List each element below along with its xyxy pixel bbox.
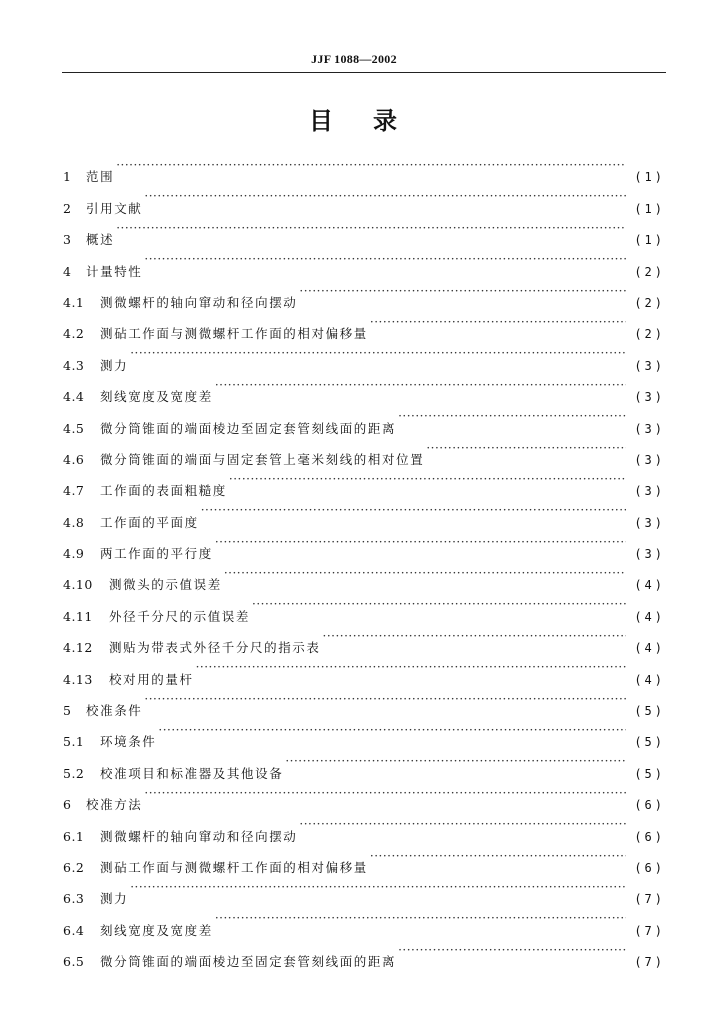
toc-entry-number: 4.1 [63,294,85,310]
toc-entry[interactable] [63,778,665,813]
toc-entry-number: 6.4 [63,922,85,938]
toc-leader-dots [252,589,626,620]
toc-entry-title: 测微螺杆的轴向窜动和径向摆动 [100,828,298,844]
toc-leader-dots [398,935,626,966]
toc-entry-number: 4.11 [63,608,93,624]
toc-entry-number: 4.8 [63,514,85,530]
toc-leader-dots [426,433,626,464]
toc-entry-page: (3) [634,484,665,499]
toc-entry[interactable] [63,338,665,373]
toc-entry-page: (3) [634,547,665,562]
toc-leader-dots [299,276,626,307]
toc-leader-dots [224,558,626,589]
toc-entry-page: (6) [634,860,665,875]
toc-entry-number: 4.6 [63,451,85,467]
toc-leader-dots [144,778,626,809]
toc-entry-page: (2) [634,264,665,279]
toc-entry-page: (2) [634,295,665,310]
toc-leader-dots [285,746,626,777]
toc-entry-title: 测砧工作面与测微螺杆工作面的相对偏移量 [100,326,368,342]
table-of-contents [63,150,665,970]
toc-entry-page: (5) [634,766,665,781]
toc-entry-number: 4.5 [63,420,85,436]
toc-entry-number: 5.2 [63,765,85,781]
toc-entry[interactable] [63,715,665,750]
toc-entry-page: (3) [634,452,665,467]
toc-entry-page: (1) [634,233,665,248]
toc-leader-dots [144,244,626,275]
header-rule [62,72,666,73]
toc-leader-dots [201,495,626,526]
toc-leader-dots [144,181,626,212]
toc-entry-title: 校准方法 [86,797,143,813]
toc-entry-page: (3) [634,390,665,405]
toc-entry-title: 测砧工作面与测微螺杆工作面的相对偏移量 [100,859,368,875]
toc-entry-title: 引用文献 [86,200,143,216]
toc-entry-number: 6.3 [63,891,85,907]
toc-entry[interactable] [63,181,665,216]
toc-entry-title: 微分筒锥面的端面棱边至固定套管刻线面的距离 [100,954,397,970]
toc-entry-page: (7) [634,923,665,938]
toc-leader-dots [144,684,626,715]
title-char-1: 目 [309,107,335,135]
toc-entry-page: (4) [634,578,665,593]
toc-entry-title: 外径千分尺的示值误差 [109,608,251,624]
toc-entry-page: (3) [634,358,665,373]
toc-leader-dots [215,370,626,401]
toc-entry-number: 4.7 [63,483,85,499]
toc-entry-number: 6.1 [63,828,85,844]
toc-entry-number: 3 [63,232,72,248]
toc-leader-dots [130,872,626,903]
toc-leader-dots [229,464,626,495]
toc-entry-number: 4.2 [63,326,85,342]
toc-leader-dots [398,401,626,432]
toc-entry[interactable] [63,276,665,310]
toc-entry-page: (2) [634,327,665,342]
toc-entry-number: 6.2 [63,859,85,875]
toc-entry-number: 4.13 [63,671,93,687]
toc-entry-page: (6) [634,798,665,813]
toc-entry-page: (4) [634,672,665,687]
toc-entry-number: 2 [63,200,72,216]
toc-entry-page: (5) [634,704,665,719]
toc-entry-title: 测贴为带表式外径千分尺的指示表 [109,640,321,656]
toc-entry-page: (7) [634,955,665,970]
toc-leader-dots [299,809,626,840]
toc-entry-title: 微分筒锥面的端面棱边至固定套管刻线面的距离 [100,420,397,436]
toc-entry-page: (1) [634,170,665,185]
toc-entry-title: 两工作面的平行度 [100,546,213,562]
toc-entry-number: 4 [63,263,72,279]
toc-entry-number: 6.5 [63,954,85,970]
toc-entry-title: 计量特性 [86,263,143,279]
toc-entry-page: (4) [634,609,665,624]
toc-entry-title: 测微头的示值误差 [109,577,222,593]
toc-entry-title: 测力 [100,357,129,373]
toc-leader-dots [323,621,626,652]
page-title [0,101,708,136]
toc-entry-number: 5 [63,703,72,719]
toc-entry[interactable] [63,684,665,719]
toc-entry-number: 4.10 [63,577,93,593]
toc-entry-number: 4.9 [63,546,85,562]
toc-leader-dots [370,841,626,872]
toc-entry-number: 6 [63,797,72,813]
toc-leader-dots [116,150,626,181]
toc-entry-title: 工作面的表面粗糙度 [100,483,227,499]
toc-leader-dots [215,527,626,558]
toc-entry[interactable] [63,903,665,938]
toc-leader-dots [215,903,626,934]
toc-entry[interactable] [63,809,665,844]
toc-entry-page: (7) [634,892,665,907]
toc-entry-page: (5) [634,735,665,750]
toc-entry-number: 4.4 [63,389,85,405]
toc-entry-title: 范围 [86,169,115,185]
toc-entry-page: (3) [634,515,665,530]
toc-leader-dots [370,307,626,338]
toc-entry-title: 微分筒锥面的端面与固定套管上毫米刻线的相对位置 [100,451,425,467]
toc-entry-page: (3) [634,421,665,436]
toc-entry-title: 工作面的平面度 [100,514,199,530]
toc-entry[interactable] [63,370,665,405]
title-char-2: 录 [373,107,399,135]
page-header: JJF 1088—2002 [311,52,397,66]
toc-entry-number: 4.3 [63,357,85,373]
toc-entry-title: 校准条件 [86,703,143,719]
toc-entry-title: 测力 [100,891,129,907]
toc-entry-title: 刻线宽度及宽度差 [100,922,213,938]
toc-entry-title: 刻线宽度及宽度差 [100,389,213,405]
toc-entry[interactable] [63,244,665,279]
toc-entry-title: 测微螺杆的轴向窜动和径向摆动 [100,294,298,310]
toc-entry[interactable] [63,872,665,907]
toc-leader-dots [158,715,626,746]
toc-entry-title: 概述 [86,232,115,248]
toc-entry-title: 校准项目和标准器及其他设备 [100,765,284,781]
toc-entry-page: (6) [634,829,665,844]
toc-entry-number: 1 [63,169,72,185]
toc-entry-title: 环境条件 [100,734,157,750]
toc-leader-dots [116,213,626,244]
toc-entry-title: 校对用的量杆 [109,671,194,687]
toc-leader-dots [196,652,626,683]
toc-entry-page: (4) [634,641,665,656]
toc-entry-number: 4.12 [63,640,93,656]
toc-entry-number: 5.1 [63,734,85,750]
toc-entry[interactable] [63,150,665,185]
toc-entry[interactable] [63,213,665,248]
toc-leader-dots [130,338,626,369]
toc-entry-page: (1) [634,201,665,216]
